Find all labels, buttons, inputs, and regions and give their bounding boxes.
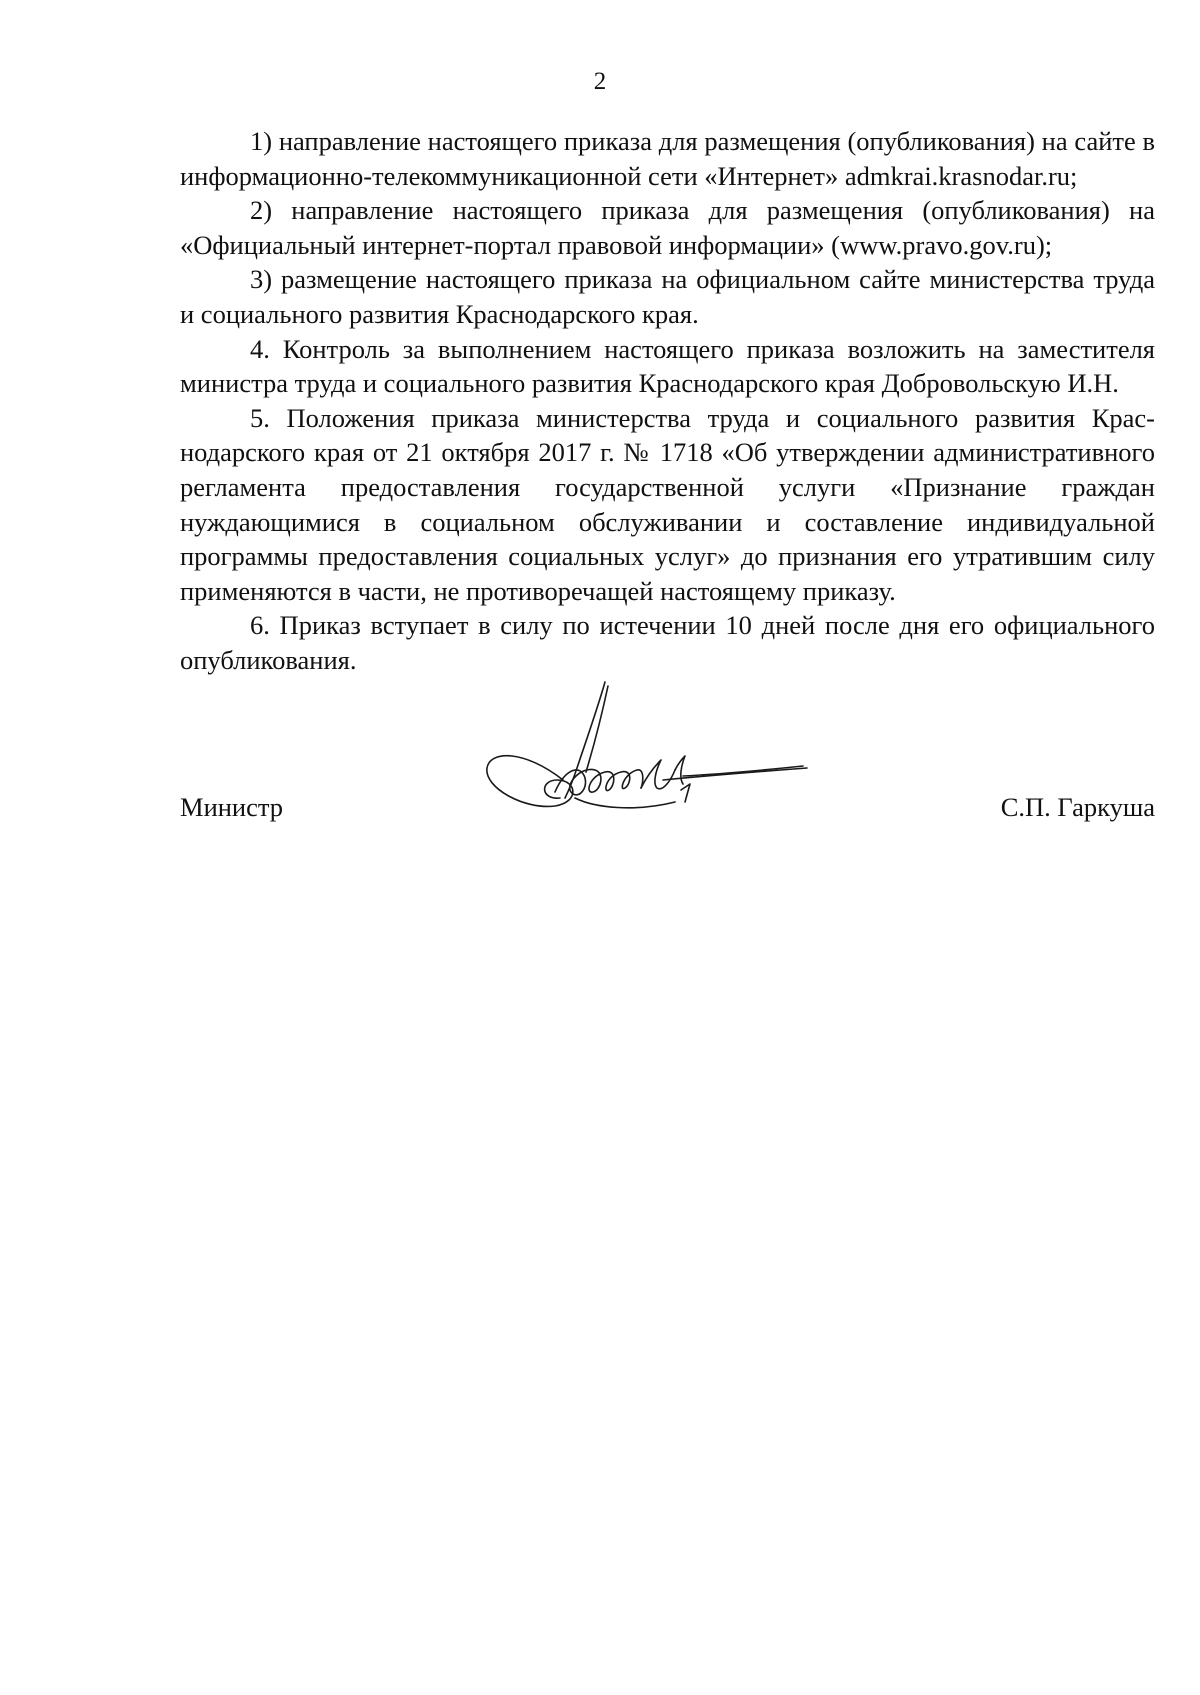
paragraph-6: 6. Приказ вступает в силу по истечении 10 дней после дня его официального опубликования. [180,610,1155,675]
paragraph-5: 5. Положения приказа министерства труда и социального развития Краснодарского края от 21 октября 2017 г. № 1718 «Об утверждении административного регламента предоставления государственной услуги «Признание граждан нуждающимися в социальном обслуживании и составление индивидуальной программы предоставления социальных услуг» до признания его утратившим силу применяются в части, не противоречащей настоящему приказу. [180,402,1155,606]
signer-position: Министр [180,792,284,822]
signer-name: С.П. Гаркуша [1000,792,1155,822]
page-number: 2 [593,68,607,95]
paragraph-3: 3) размещение настоящего приказа на официальном сайте министерства труда и социального развития Краснодарского края. [180,264,1155,329]
paragraph-4: 4. Контроль за выполнением настоящего приказа возложить на заместителя министра труда и социального развития Краснодарского края Добровольскую И.Н. [180,333,1155,399]
paragraph-2: 2) направление настоящего приказа для размещения (опубликования) на «Официальный интернет-портал правовой информации» (www.pravo.gov.ru); [180,195,1155,260]
signature-block [180,790,1155,830]
document-body [180,124,1155,678]
paragraph-1: 1) направление настоящего приказа для размещения (опубликования) на сайте в информационно-телекоммуникационной сети «Интернет» admkrai.krasnodar.ru; [180,126,1155,191]
